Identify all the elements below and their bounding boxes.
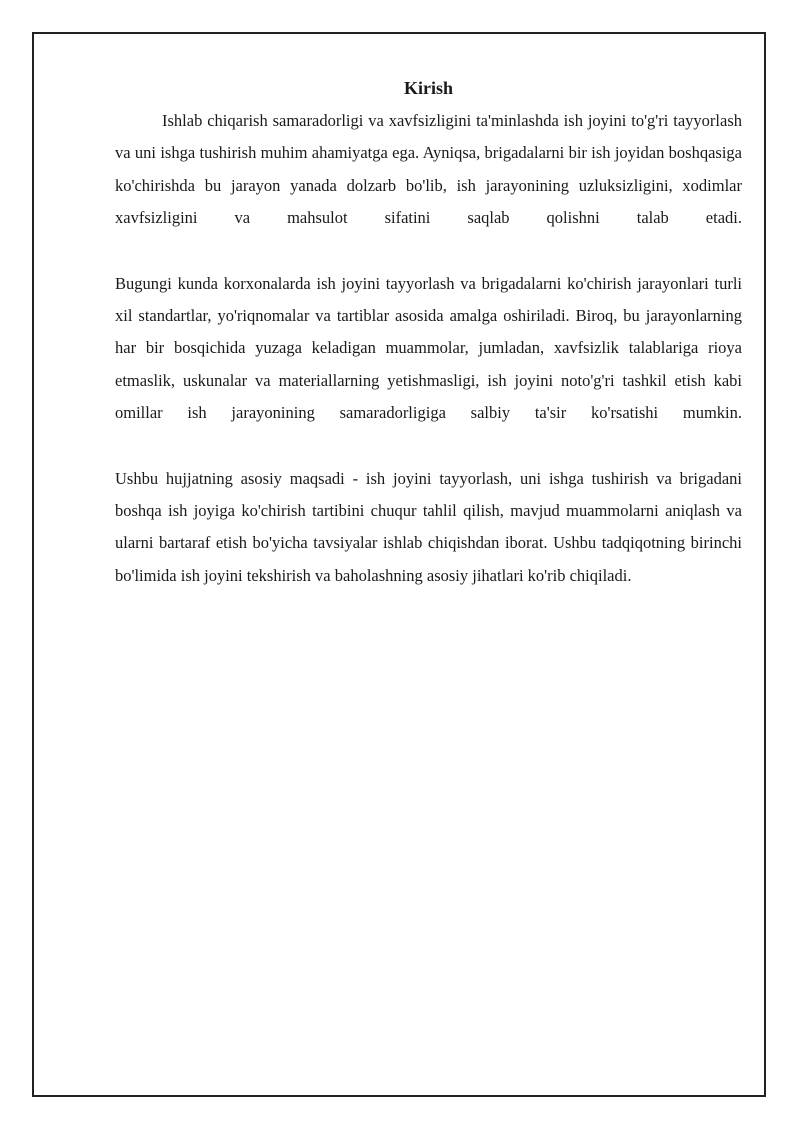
document-body [115,76,742,592]
document-title: Kirish [403,78,453,98]
paragraph-3: Ushbu hujjatning asosiy maqsadi - ish joyini tayyorlash, uni ishga tushirish va brigadani boshqa ish joyiga ko'chirish tartibini chuqur tahlil qilish, mavjud muammolarni aniqlash va ularni bartaraf etish bo'yicha tavsiyalar ishlab chiqishdan iborat. Ushbu tadqiqotning birinchi bo'limida ish joyini tekshirish va baholashning asosiy jihatlari ko'rib chiqiladi. [115,468,742,585]
paragraph-gap [115,430,742,463]
paragraph-gap [115,235,742,268]
paragraph-1: Ishlab chiqarish samaradorligi va xavfsizligini ta'minlashda ish joyini to'g'ri tayyorlash va uni ishga tushirish muhim ahamiyatga ega. Ayniqsa, brigadalarni bir ish joyidan boshqasiga ko'chirishda bu jarayon yanada dolzarb bo'lib, ish jarayonining uzluksizligini, xodimlar xavfsizligini va mahsulot sifatini saqlab qolishni talab etadi. [115,111,742,228]
paragraph-2: Bugungi kunda korxonalarda ish joyini tayyorlash va brigadalarni ko'chirish jarayonlari turli xil standartlar, yo'riqnomalar va tartiblar asosida amalga oshiriladi. Biroq, bu jarayonlarning har bir bosqichida yuzaga keladigan muammolar, jumladan, xavfsizlik talablariga rioya etmaslik, uskunalar va materiallarning yetishmasligi, ish joyini noto'g'ri tashkil etish kabi omillar ish jarayonining samaradorligiga salbiy ta'sir ko'rsatishi mumkin. [115,273,742,423]
